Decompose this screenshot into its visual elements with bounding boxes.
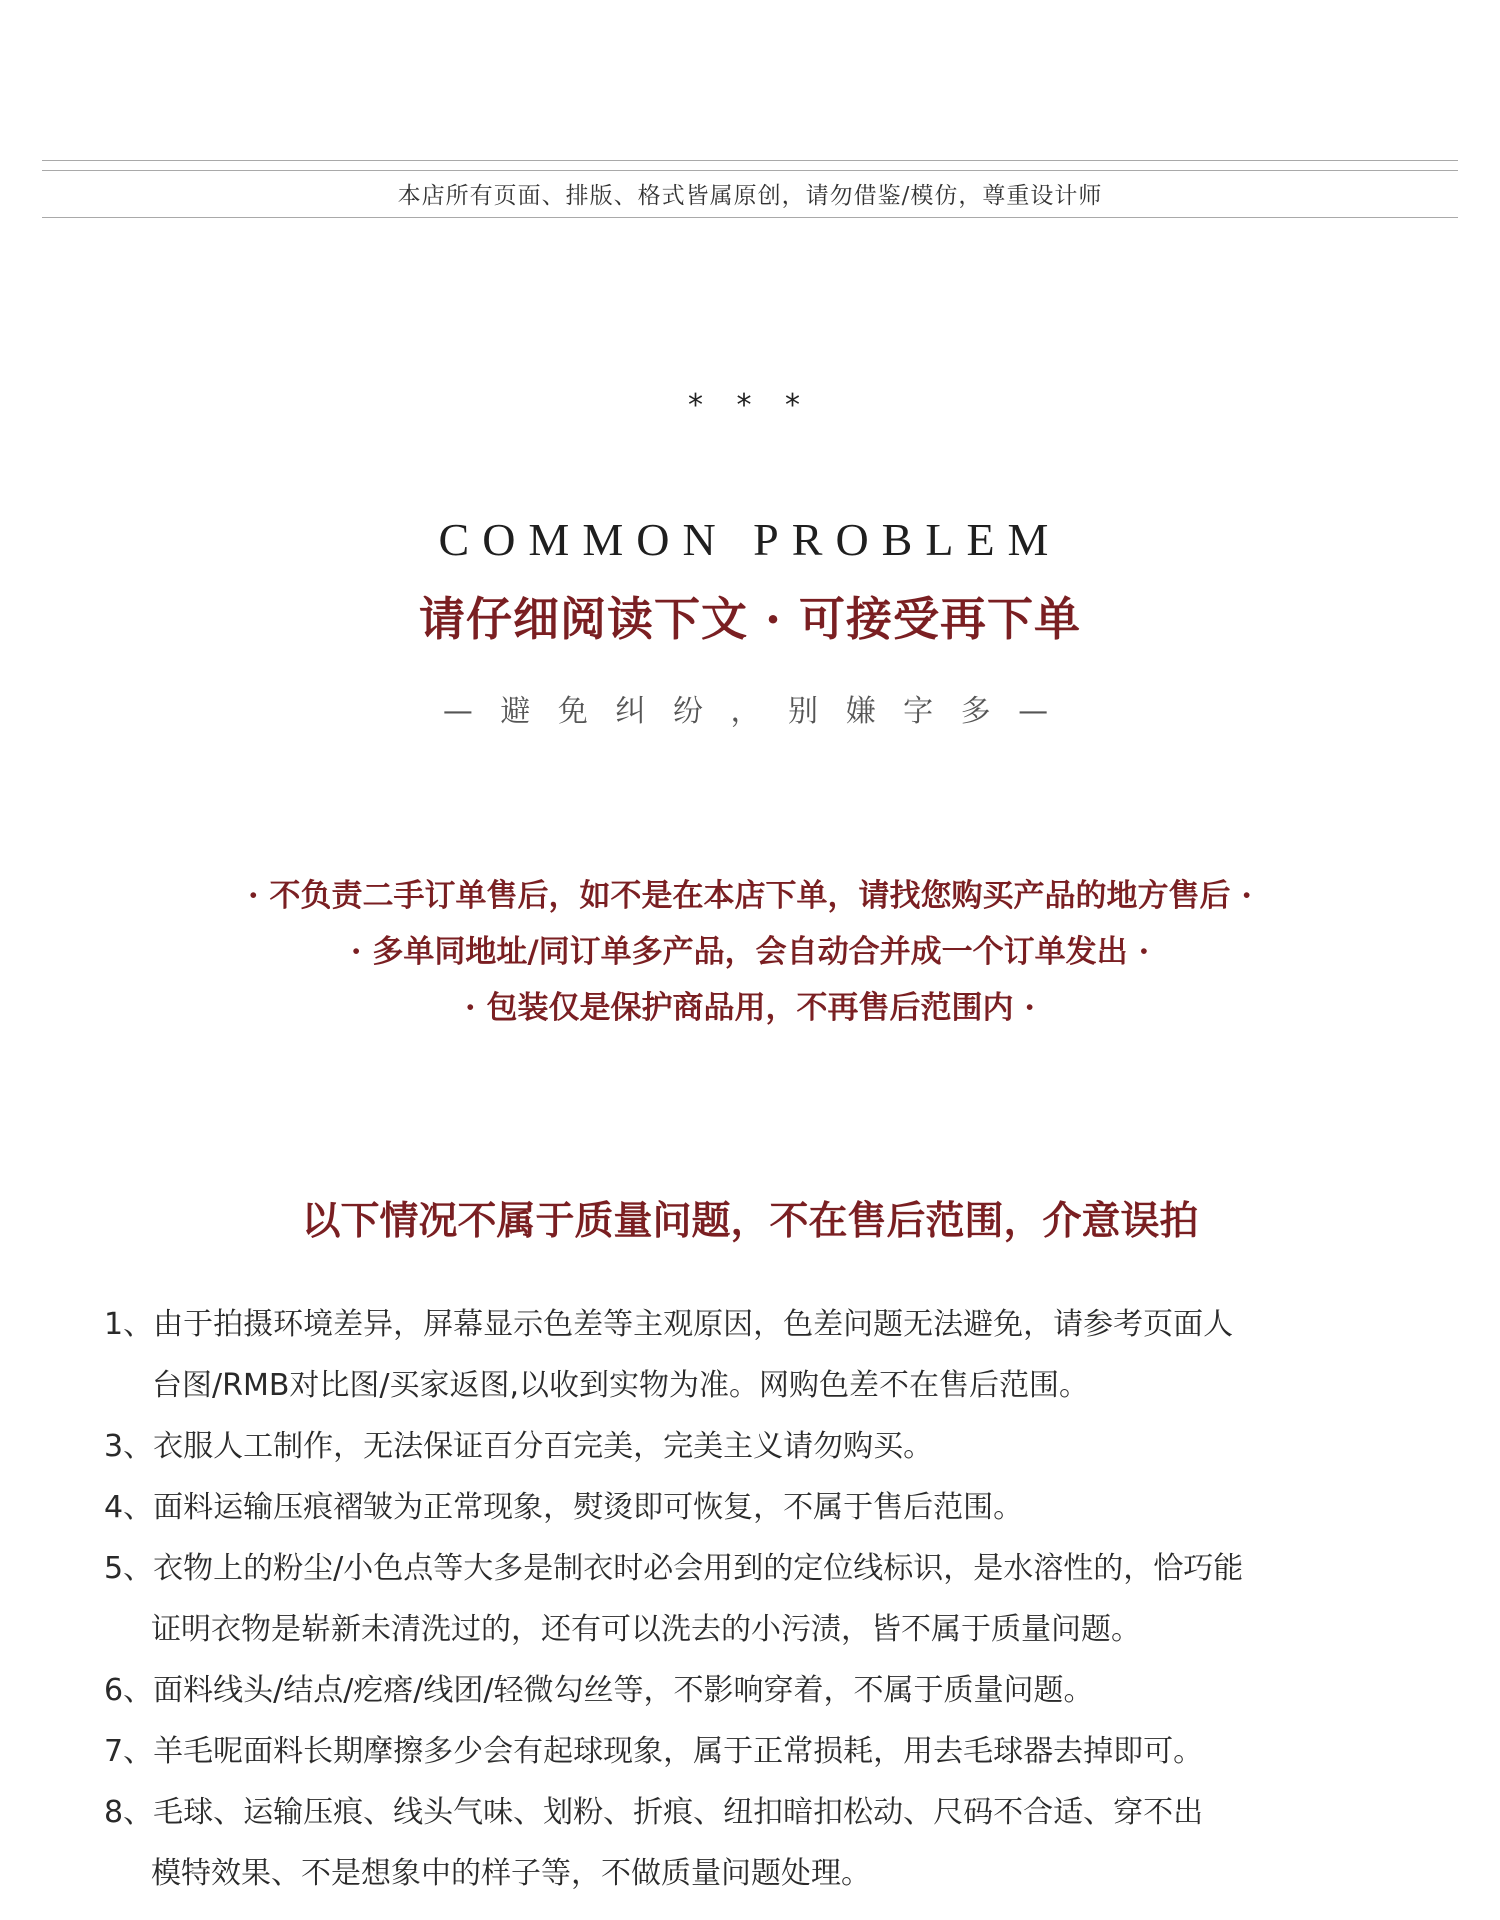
- item-text: 面料线头/结点/疙瘩/线团/轻微勾丝等，不影响穿着，不属于质量问题。: [153, 1673, 1094, 1708]
- item-number: 6、: [104, 1673, 154, 1708]
- copyright-notice-band: [42, 160, 1458, 218]
- list-item: [104, 1721, 1460, 1782]
- item-text: 衣物上的粉尘/小色点等大多是制衣时必会用到的定位线标识，是水溶性的，恰巧能: [153, 1551, 1244, 1586]
- item-number: 8、: [104, 1795, 154, 1830]
- list-item: [104, 1660, 1460, 1721]
- item-text-continued: 台图/RMB对比图/买家返图,以收到实物为准。网购色差不在售后范围。: [152, 1368, 1090, 1403]
- copyright-notice: 本店所有页面、排版、格式皆属原创，请勿借鉴/模仿，尊重设计师: [397, 183, 1103, 209]
- item-text-continued: 模特效果、不是想象中的样子等，不做质量问题处理。: [151, 1856, 871, 1891]
- item-text: 毛球、运输压痕、线头气味、划粉、折痕、纽扣暗扣松动、尺码不合适、穿不出: [153, 1795, 1204, 1830]
- decorative-stars: * * *: [687, 388, 813, 423]
- item-text: 羊毛呢面料长期摩擦多少会有起球现象，属于正常损耗，用去毛球器去掉即可。: [153, 1734, 1204, 1769]
- problem-list: [104, 1294, 1460, 1904]
- divider-line: [42, 217, 1458, 218]
- item-text: 由于拍摄环境差异，屏幕显示色差等主观原因，色差问题无法避免，请参考页面人: [153, 1307, 1234, 1342]
- policy-line: · 多单同地址/同订单多产品，会自动合并成一个订单发出 ·: [350, 934, 1150, 970]
- divider-line: [42, 160, 1458, 161]
- policy-line: · 不负责二手订单售后，如不是在本店下单，请找您购买产品的地方售后 ·: [247, 878, 1253, 914]
- list-item: [104, 1782, 1460, 1904]
- list-item: [104, 1294, 1460, 1416]
- policy-line: · 包装仅是保护商品用，不再售后范围内 ·: [464, 990, 1036, 1026]
- section-title: 以下情况不属于质量问题，不在售后范围，介意误拍: [301, 1198, 1199, 1244]
- heading-english: COMMON PROBLEM: [438, 514, 1062, 565]
- item-text: 面料运输压痕褶皱为正常现象，熨烫即可恢复，不属于售后范围。: [153, 1490, 1024, 1525]
- item-number: 3、: [104, 1429, 154, 1464]
- item-number: 5、: [104, 1551, 154, 1586]
- item-number: 7、: [104, 1734, 154, 1769]
- list-item: [104, 1538, 1460, 1660]
- item-number: 1、: [104, 1307, 154, 1342]
- item-text-continued: 证明衣物是崭新未清洗过的，还有可以洗去的小污渍，皆不属于质量问题。: [151, 1612, 1141, 1647]
- item-number: 4、: [104, 1490, 154, 1525]
- item-text: 衣服人工制作，无法保证百分百完美，完美主义请勿购买。: [153, 1429, 934, 1464]
- subheading: — 避 免 纠 纷 ， 别 嫌 字 多 —: [442, 694, 1058, 729]
- list-item: [104, 1416, 1460, 1477]
- heading-chinese: 请仔细阅读下文 · 可接受再下单: [418, 592, 1082, 646]
- list-item: [104, 1477, 1460, 1538]
- policy-notices: [0, 868, 1500, 1036]
- divider-line: [42, 170, 1458, 171]
